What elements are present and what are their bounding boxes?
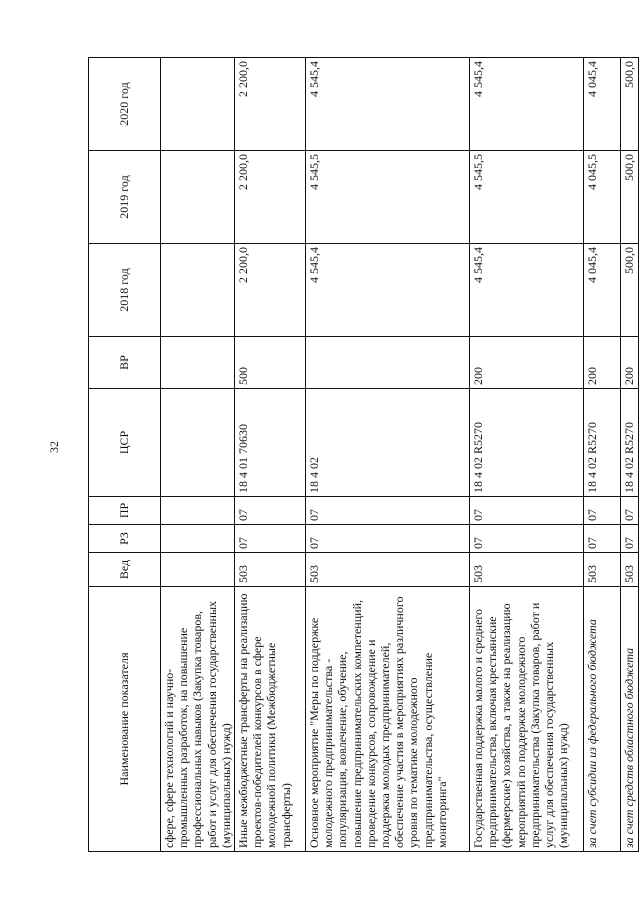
- cell-y2018: 2 200,0: [235, 244, 306, 337]
- cell-y2019: 500,0: [621, 151, 639, 244]
- table-row: [621, 58, 639, 852]
- table-row: [235, 58, 306, 852]
- budget-table-rotated: [88, 58, 637, 852]
- cell-name: Основное мероприятие "Меры по поддержке молодежного предпринимательства - популяризация, вовлечение, обучение, повышение предпринимательских компетенций, проведение конкурсов, сопровождение и поддержка молодых предпринимателей, обеспечение участия в мероприятиях различного уровня по тематике молодежного предпринимательства, осуществление мониторинга": [306, 587, 470, 852]
- cell-pr: 07: [621, 497, 639, 525]
- cell-rz: 07: [621, 525, 639, 553]
- table-header-row: [89, 58, 161, 852]
- header-2019: 2019 год: [89, 151, 161, 244]
- cell-y2019: 4 545,5: [306, 151, 470, 244]
- table-row: [584, 58, 621, 852]
- table-row: [470, 58, 584, 852]
- header-ved: Вед: [89, 553, 161, 587]
- cell-y2018: [161, 244, 235, 337]
- cell-pr: 07: [306, 497, 470, 525]
- header-pr: ПР: [89, 497, 161, 525]
- cell-rz: [161, 525, 235, 553]
- cell-csr: 18 4 02 R5270: [470, 389, 584, 497]
- header-rz: РЗ: [89, 525, 161, 553]
- cell-rz: 07: [470, 525, 584, 553]
- cell-pr: [161, 497, 235, 525]
- cell-y2020: 500,0: [621, 58, 639, 151]
- cell-rz: 07: [306, 525, 470, 553]
- header-2018: 2018 год: [89, 244, 161, 337]
- cell-y2018: 4 045,4: [584, 244, 621, 337]
- cell-vr: [306, 337, 470, 389]
- cell-y2019: 4 545,5: [470, 151, 584, 244]
- cell-vr: 500: [235, 337, 306, 389]
- header-2020: 2020 год: [89, 58, 161, 151]
- cell-vr: [161, 337, 235, 389]
- cell-rz: 07: [235, 525, 306, 553]
- cell-ved: 503: [621, 553, 639, 587]
- cell-vr: 200: [470, 337, 584, 389]
- cell-csr: 18 4 02 R5270: [584, 389, 621, 497]
- cell-y2020: 2 200,0: [235, 58, 306, 151]
- table-row: [161, 58, 235, 852]
- cell-y2020: 4 045,4: [584, 58, 621, 151]
- cell-name: сфере, сфере технологий и научно-промышленных разработок, на повышение профессиональных навыков (Закупка товаров, работ и услуг для обеспечения государственных (муниципальных) нужд): [161, 587, 235, 852]
- cell-pr: 07: [235, 497, 306, 525]
- cell-name: Иные межбюджетные трансферты на реализацию проектов-победителей конкурсов в сфере молодежной политики (Межбюджетные трансферты): [235, 587, 306, 852]
- header-name: Наименование показателя: [89, 587, 161, 852]
- page-number: 32: [47, 441, 61, 453]
- cell-ved: 503: [306, 553, 470, 587]
- cell-vr: 200: [584, 337, 621, 389]
- cell-y2018: 4 545,4: [306, 244, 470, 337]
- cell-ved: [161, 553, 235, 587]
- cell-y2020: 4 545,4: [470, 58, 584, 151]
- cell-ved: 503: [470, 553, 584, 587]
- cell-rz: 07: [584, 525, 621, 553]
- cell-y2019: [161, 151, 235, 244]
- cell-y2019: 4 045,5: [584, 151, 621, 244]
- header-csr: ЦСР: [89, 389, 161, 497]
- cell-name: за счет субсидии из федерального бюджета: [584, 587, 621, 852]
- table-row: [306, 58, 470, 852]
- cell-vr: 200: [621, 337, 639, 389]
- cell-csr: 18 4 02: [306, 389, 470, 497]
- cell-ved: 503: [235, 553, 306, 587]
- header-vr: ВР: [89, 337, 161, 389]
- cell-y2020: 4 545,4: [306, 58, 470, 151]
- cell-name: Государственная поддержка малого и среднего предпринимательства, включая крестьянские (фермерские) хозяйства, а также на реализацию мероприятий по поддержке молодежного предпринимательства (Закупка товаров, работ и услуг для обеспечения государственных (муниципальных) нужд): [470, 587, 584, 852]
- cell-csr: 18 4 01 70630: [235, 389, 306, 497]
- cell-csr: [161, 389, 235, 497]
- cell-pr: 07: [470, 497, 584, 525]
- cell-pr: 07: [584, 497, 621, 525]
- budget-table: [88, 57, 639, 852]
- cell-y2018: 4 545,4: [470, 244, 584, 337]
- cell-y2020: [161, 58, 235, 151]
- cell-y2018: 500,0: [621, 244, 639, 337]
- cell-ved: 503: [584, 553, 621, 587]
- cell-name: за счет средств областного бюджета: [621, 587, 639, 852]
- cell-csr: 18 4 02 R5270: [621, 389, 639, 497]
- cell-y2019: 2 200,0: [235, 151, 306, 244]
